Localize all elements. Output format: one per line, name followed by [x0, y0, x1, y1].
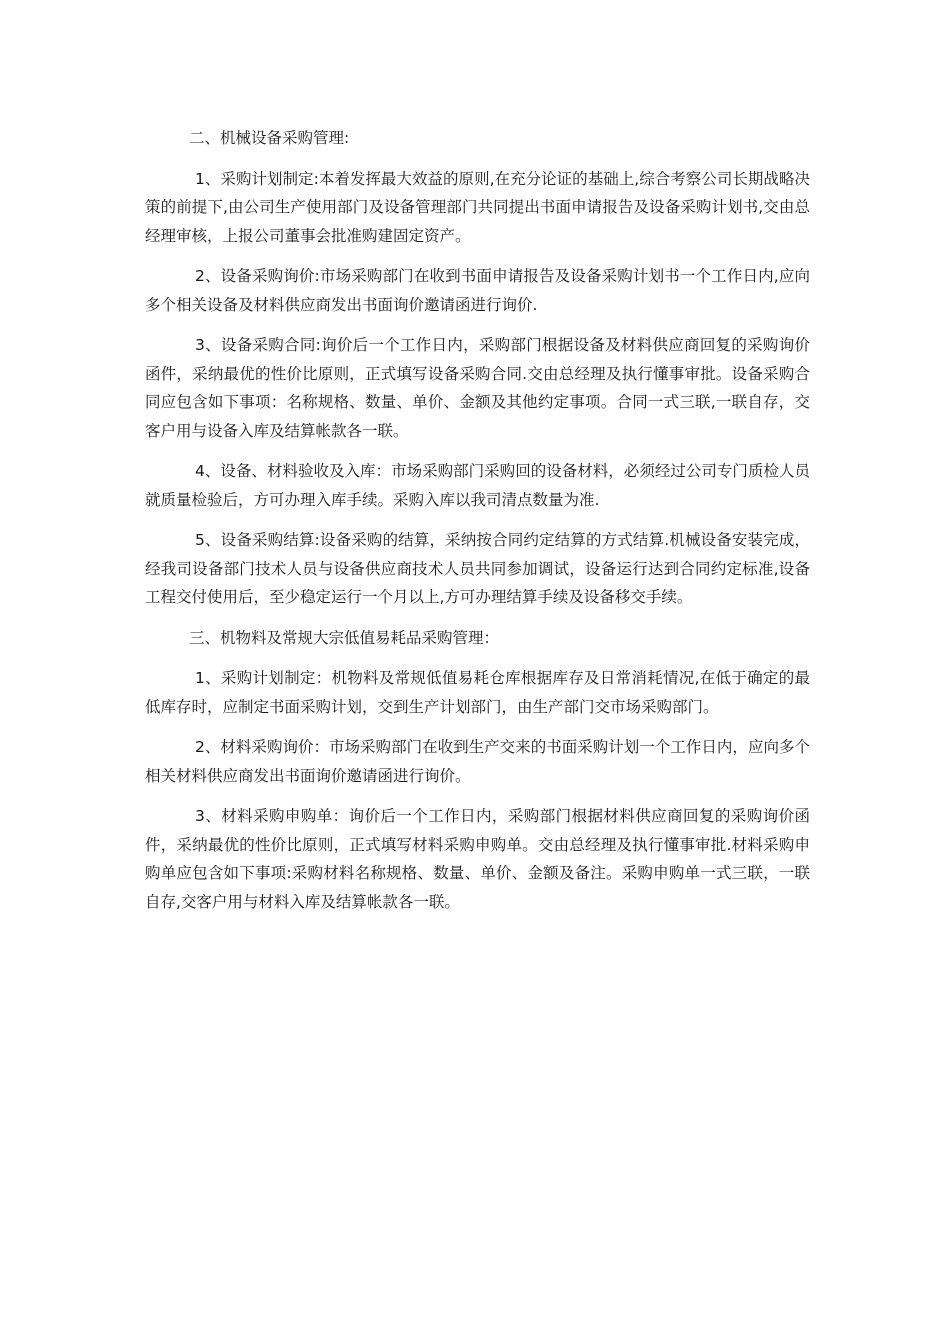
paragraph-equipment-contract: 3、设备采购合同:询价后一个工作日内，采购部门根据设备及材料供应商回复的采购询价函件，采纳最优的性价比原则，正式填写设备采购合同.交由总经理及执行懂事审批。设备采购合同应包含如下事项：名称规格、数量、单价、金额及其他约定事项。合同一式三联,一联自存，交客户用与设备入库及结算帐款各一联。 — [145, 336, 810, 440]
section-heading-equipment: 二、机械设备采购管理: — [189, 129, 350, 147]
paragraph-equipment-plan: 1、采购计划制定:本着发挥最大效益的原则,在充分论证的基础上,综合考察公司长期战略决策的前提下,由公司生产使用部门及设备管理部门共同提出书面申请报告及设备采购计划书,交由总经理审核，上报公司董事会批准购建固定资产。 — [145, 169, 810, 245]
paragraph-equipment-acceptance: 4、设备、材料验收及入库：市场采购部门采购回的设备材料，必须经过公司专门质检人员就质量检验后，方可办理入库手续。采购入库以我司清点数量为准. — [145, 462, 810, 509]
paragraph-equipment-inquiry: 2、设备采购询价:市场采购部门在收到书面申请报告及设备采购计划书一个工作日内,应向多个相关设备及材料供应商发出书面询价邀请函进行询价. — [145, 267, 810, 314]
section-heading-materials: 三、机物料及常规大宗低值易耗品采购管理： — [189, 628, 500, 647]
paragraph-equipment-settlement: 5、设备采购结算:设备采购的结算，采纳按合同约定结算的方式结算.机械设备安装完成，经我司设备部门技术人员与设备供应商技术人员共同参加调试，设备运行达到合同约定标准,设备工程交付使用后，至少稳定运行一个月以上,方可办理结算手续及设备移交手续。 — [145, 531, 810, 606]
paragraph-materials-plan: 1、采购计划制定：机物料及常规低值易耗仓库根据库存及日常消耗情况,在低于确定的最低库存时，应制定书面采购计划，交到生产计划部门，由生产部门交市场采购部门。 — [145, 669, 810, 716]
paragraph-materials-inquiry: 2、材料采购询价：市场采购部门在收到生产交来的书面采购计划一个工作日内，应向多个相关材料供应商发出书面询价邀请函进行询价。 — [145, 738, 810, 785]
paragraph-materials-requisition: 3、材料采购申购单：询价后一个工作日内，采购部门根据材料供应商回复的采购询价函件，采纳最优的性价比原则，正式填写材料采购申购单。交由总经理及执行懂事审批.材料采购申购单应包含如下事项:采购材料名称规格、数量、单价、金额及备注。采购申购单一式三联，一联自存,交客户用与材料入库及结算帐款各一联。 — [145, 807, 810, 911]
document-body — [145, 124, 810, 916]
